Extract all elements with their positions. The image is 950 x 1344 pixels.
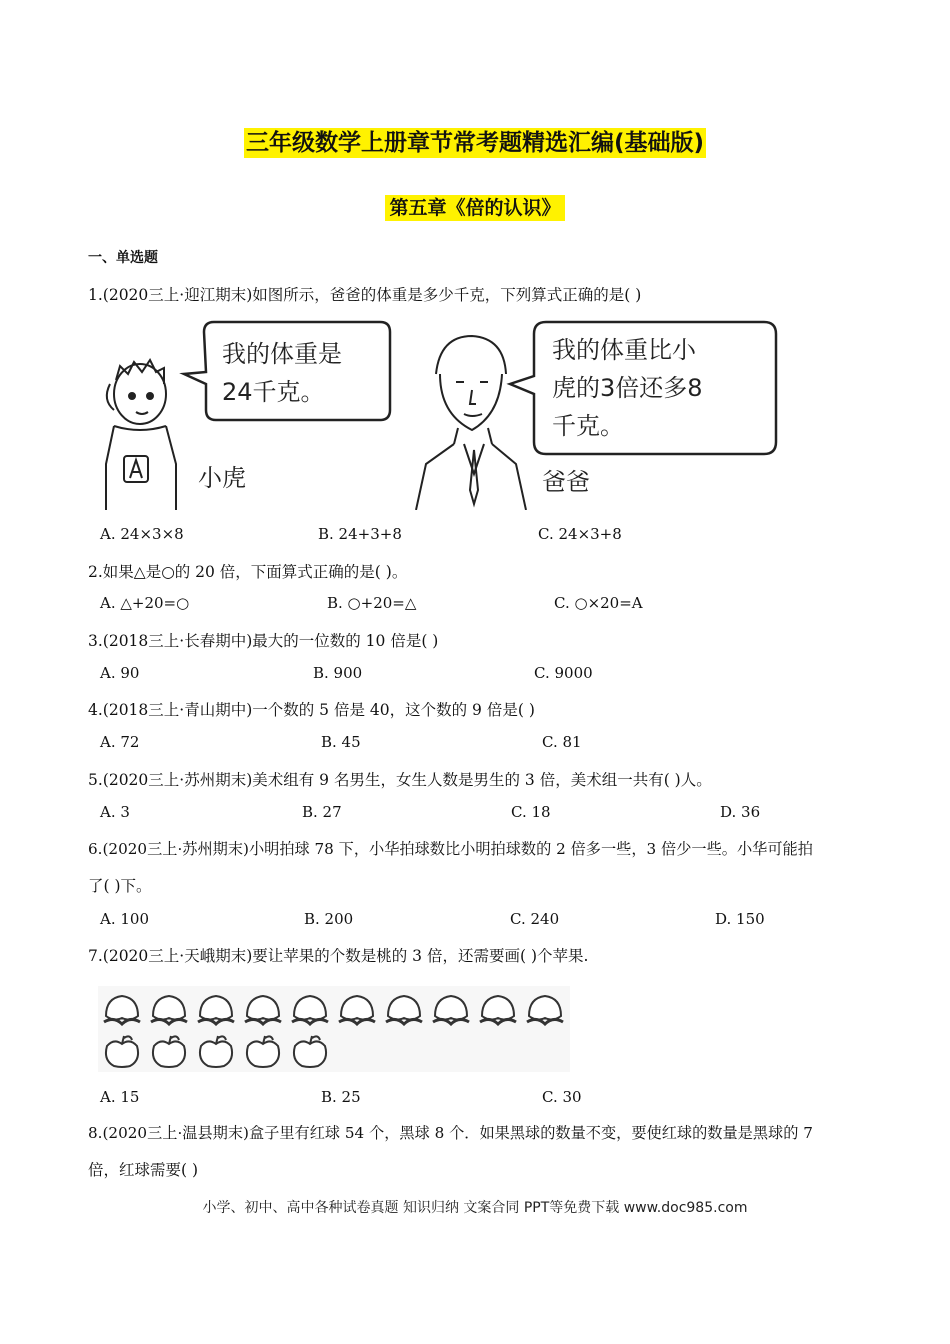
question-1: 1.(2020三上·迎江期末)如图所示，爸爸的体重是多少千克，下列算式正确的是( ) xyxy=(88,286,642,304)
q7-option-a: A. 15 xyxy=(100,1088,140,1106)
boy-illustration xyxy=(106,360,176,510)
question-5: 5.(2020三上·苏州期末)美术组有 9 名男生，女生人数是男生的 3 倍，美术组一共有( )人。 xyxy=(88,771,712,789)
q7-option-c: C. 30 xyxy=(542,1088,582,1106)
bubble-left-line1: 我的体重是 xyxy=(222,340,342,368)
bubble-right-line3: 千克。 xyxy=(552,412,624,440)
q3-option-c: C. 9000 xyxy=(534,664,593,682)
question-2: 2.如果△是○的 20 倍，下面算式正确的是( )。 xyxy=(88,563,408,581)
q3-option-b: B. 900 xyxy=(313,664,363,682)
figure-peaches-apples xyxy=(98,986,570,1072)
question-7: 7.(2020三上·天峨期末)要让苹果的个数是桃的 3 倍，还需要画( )个苹果. xyxy=(88,947,589,965)
document-title: 三年级数学上册章节常考题精选汇编(基础版) xyxy=(245,130,705,156)
question-6-continued: 了( )下。 xyxy=(88,877,152,895)
q3-option-a: A. 90 xyxy=(100,664,140,682)
q5-option-c: C. 18 xyxy=(511,803,551,821)
label-baba: 爸爸 xyxy=(542,468,590,496)
q1-option-b: B. 24+3+8 xyxy=(318,525,402,543)
q7-option-b: B. 25 xyxy=(321,1088,361,1106)
q2-option-a: A. △+20=○ xyxy=(100,594,190,612)
q6-option-a: A. 100 xyxy=(100,910,149,928)
q2-option-c: C. ○×20=A xyxy=(554,594,643,612)
q4-option-a: A. 72 xyxy=(100,733,140,751)
q4-option-c: C. 81 xyxy=(542,733,582,751)
bubble-right-line1: 我的体重比小 xyxy=(552,336,696,364)
page-footer: 小学、初中、高中各种试卷真题 知识归纳 文案合同 PPT等免费下载 www.doc985.com xyxy=(202,1200,748,1216)
father-illustration xyxy=(416,336,526,510)
bubble-left-line2: 24千克。 xyxy=(222,378,325,406)
q4-option-b: B. 45 xyxy=(321,733,361,751)
q1-option-c: C. 24×3+8 xyxy=(538,525,622,543)
q6-option-c: C. 240 xyxy=(510,910,560,928)
q5-option-d: D. 36 xyxy=(720,803,761,821)
label-xiaohu: 小虎 xyxy=(198,464,246,492)
question-3: 3.(2018三上·长春期中)最大的一位数的 10 倍是( ) xyxy=(88,632,439,650)
question-4: 4.(2018三上·青山期中)一个数的 5 倍是 40，这个数的 9 倍是( ) xyxy=(88,701,535,719)
question-8-continued: 倍，红球需要( ) xyxy=(88,1161,199,1179)
q2-option-b: B. ○+20=△ xyxy=(327,594,417,612)
figure-weight-dialogue xyxy=(96,314,786,510)
question-8: 8.(2020三上·温县期末)盒子里有红球 54 个，黑球 8 个．如果黑球的数量不变，要使红球的数量是黑球的 7 xyxy=(88,1124,813,1142)
question-6: 6.(2020三上·苏州期末)小明拍球 78 下，小华拍球数比小明拍球数的 2 倍多一些，3 倍少一些。小华可能拍 xyxy=(88,840,813,858)
q6-option-b: B. 200 xyxy=(304,910,354,928)
q5-option-b: B. 27 xyxy=(302,803,342,821)
section-heading: 一、单选题 xyxy=(88,250,158,266)
bubble-right-line2: 虎的3倍还多8 xyxy=(552,374,703,402)
chapter-title: 第五章《倍的认识》 xyxy=(0,193,950,220)
q1-option-a: A. 24×3×8 xyxy=(100,525,184,543)
q6-option-d: D. 150 xyxy=(715,910,765,928)
q5-option-a: A. 3 xyxy=(100,803,130,821)
